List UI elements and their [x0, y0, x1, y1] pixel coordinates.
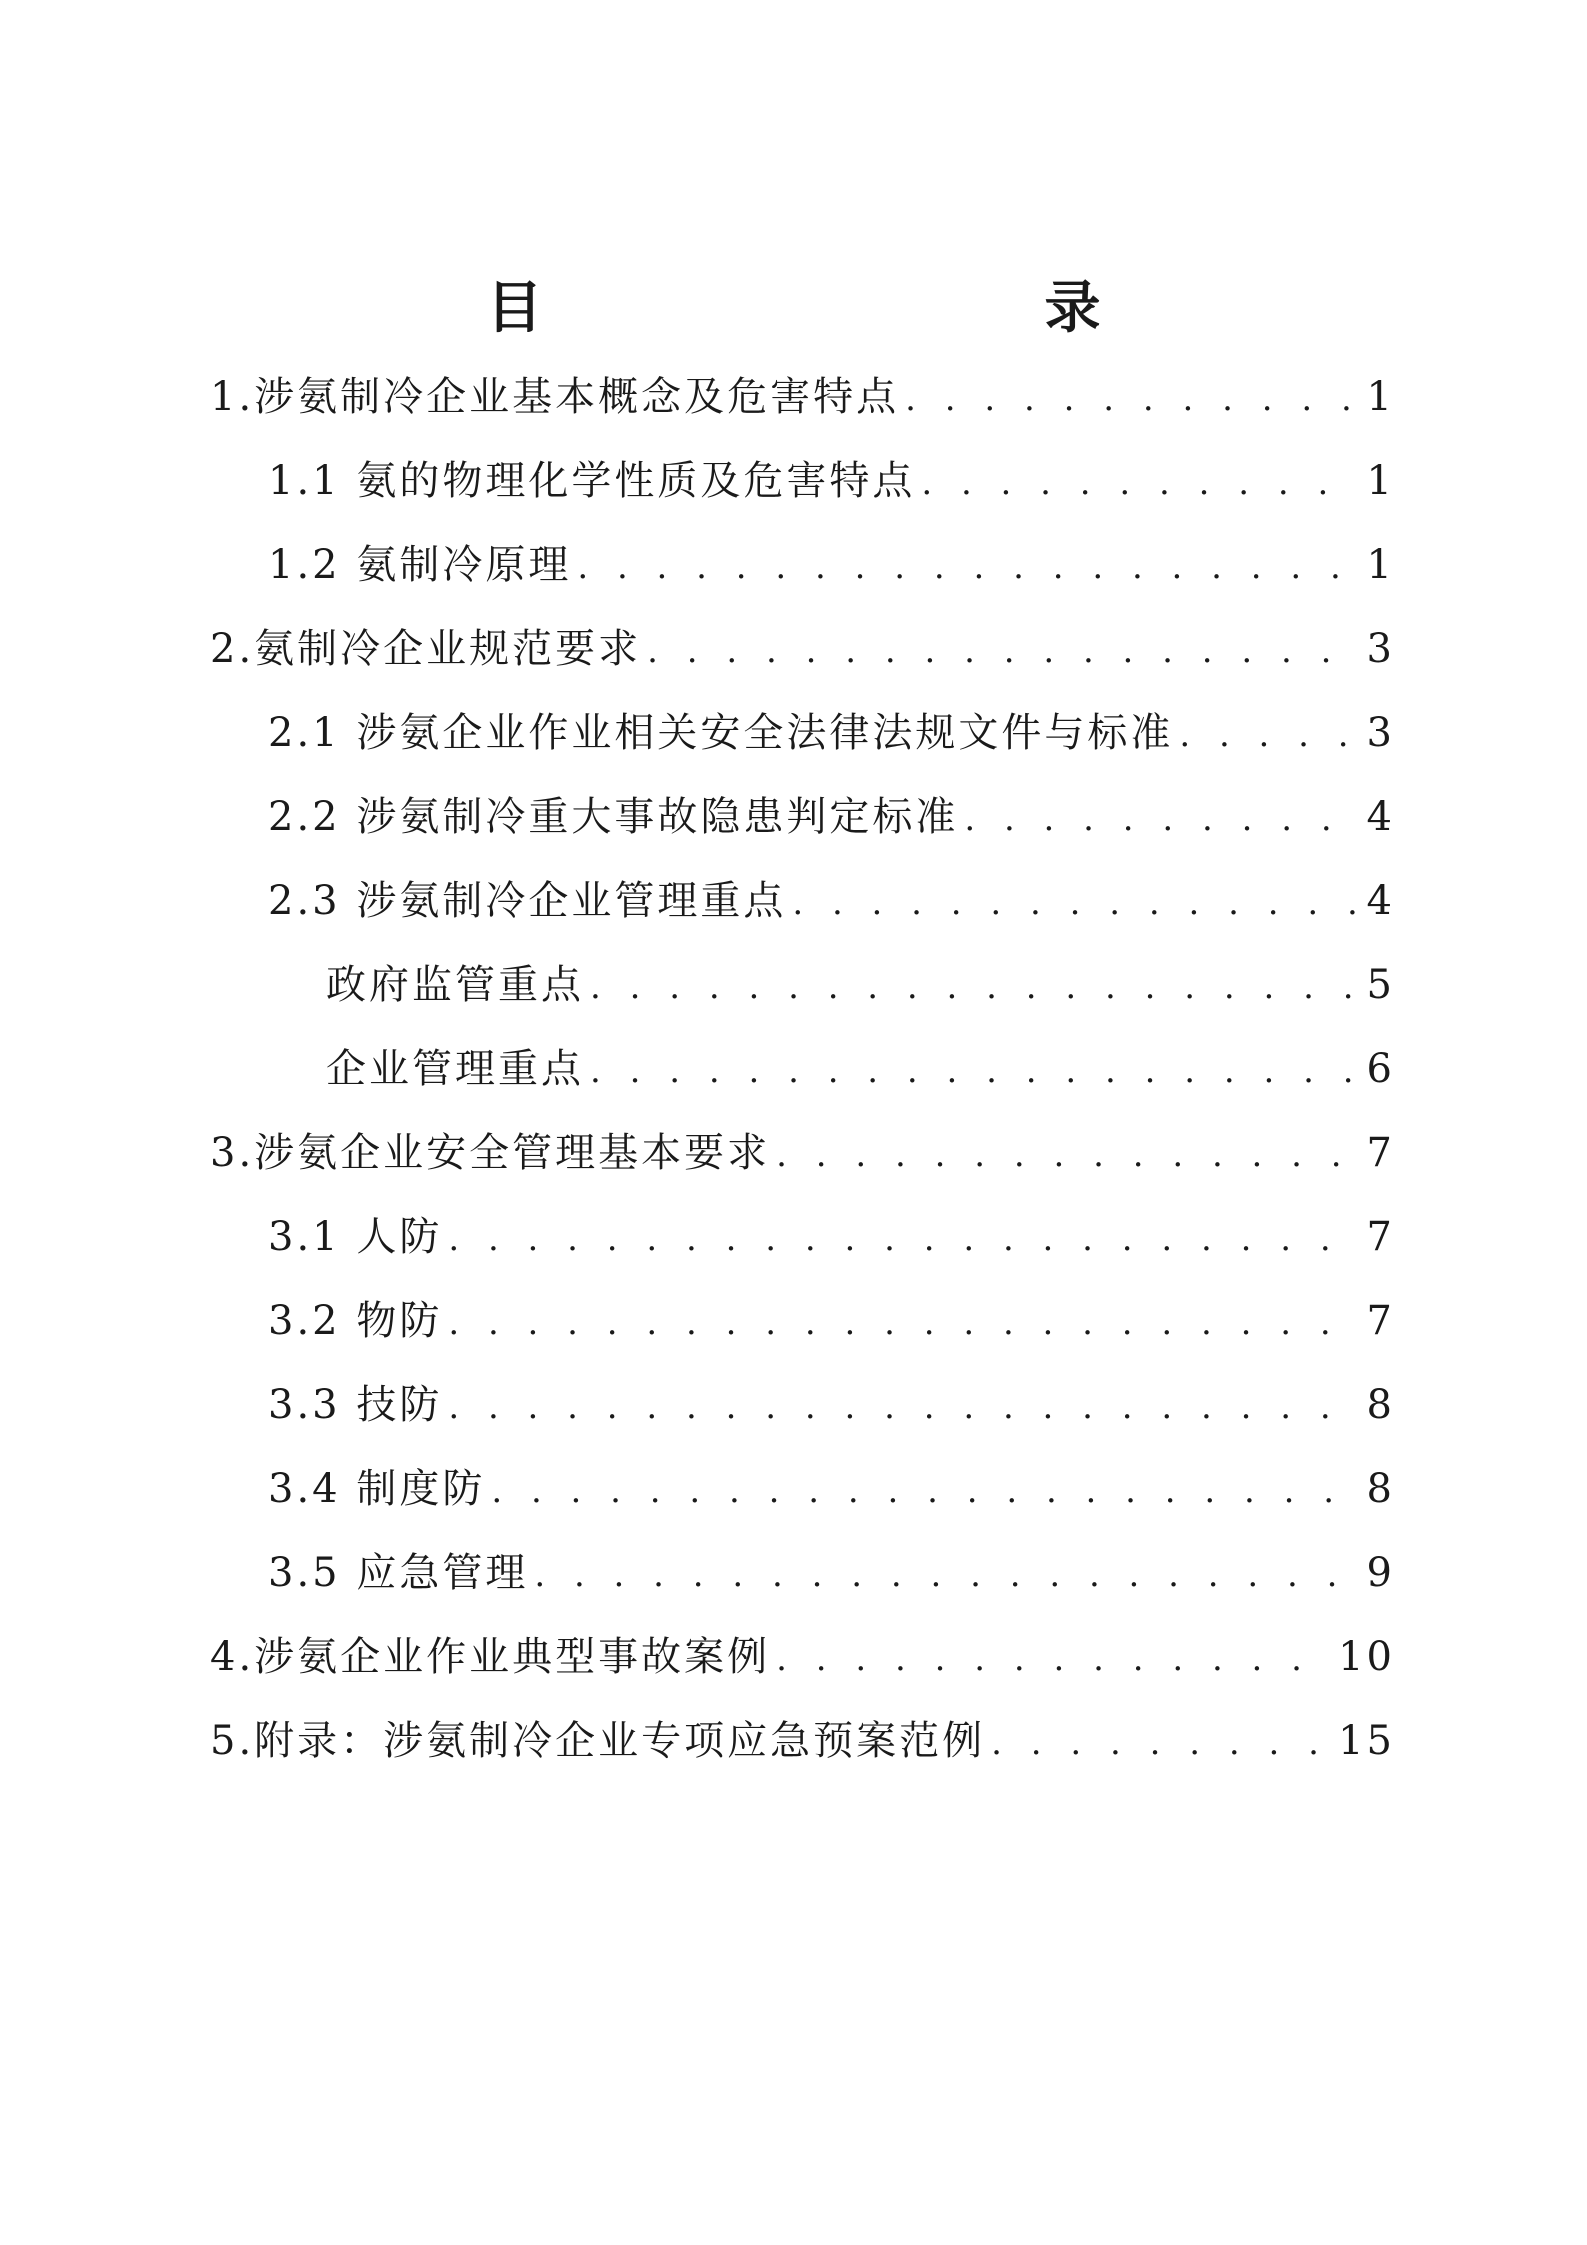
toc-entry-label: 2.1 涉氨企业作业相关安全法律法规文件与标准	[268, 710, 1174, 756]
toc-dot-leader	[448, 1197, 1357, 1281]
toc-entry-label: 4.涉氨企业作业典型事故案例	[210, 1634, 771, 1680]
toc-dot-leader	[792, 861, 1357, 945]
toc-page-number: 1	[1366, 542, 1395, 588]
toc-dot-leader	[905, 357, 1357, 441]
toc-entry-label: 3.4 制度防	[268, 1466, 486, 1512]
toc-entry-label: 1.1 氨的物理化学性质及危害特点	[268, 458, 916, 504]
toc-entry-label: 2.氨制冷企业规范要求	[210, 626, 642, 672]
toc-dot-leader	[590, 945, 1357, 1029]
toc-entry[interactable]	[210, 523, 1395, 607]
toc-page-number: 7	[1366, 1130, 1395, 1176]
toc-dot-leader	[647, 609, 1357, 693]
toc-page-number: 8	[1366, 1382, 1395, 1428]
toc-entry[interactable]	[210, 943, 1395, 1027]
toc-entry[interactable]	[210, 1027, 1395, 1111]
toc-page-number: 4	[1366, 878, 1395, 924]
toc-page-number: 7	[1366, 1298, 1395, 1344]
toc-page-number: 4	[1366, 794, 1395, 840]
toc-entry[interactable]	[210, 1363, 1395, 1447]
toc-dot-leader	[491, 1449, 1357, 1533]
toc-entry-label: 3.3 技防	[268, 1382, 443, 1428]
toc-dot-leader	[448, 1281, 1357, 1365]
toc-dot-leader	[991, 1701, 1330, 1785]
toc-entry[interactable]	[210, 775, 1395, 859]
toc-entry-label: 2.2 涉氨制冷重大事故隐患判定标准	[268, 794, 959, 840]
toc-entry[interactable]	[210, 355, 1395, 439]
toc-entry-label: 3.1 人防	[268, 1214, 443, 1260]
toc-entry[interactable]	[210, 859, 1395, 943]
toc-dot-leader	[577, 525, 1357, 609]
toc-page-number: 1	[1366, 374, 1395, 420]
toc-entry[interactable]	[210, 439, 1395, 523]
toc-page-number: 3	[1366, 710, 1395, 756]
toc-entry-label: 2.3 涉氨制冷企业管理重点	[268, 878, 787, 924]
toc-page-number: 8	[1366, 1466, 1395, 1512]
toc-entry[interactable]	[210, 1699, 1395, 1783]
toc-entry-label: 3.5 应急管理	[268, 1550, 529, 1596]
toc-entry-label: 1.涉氨制冷企业基本概念及危害特点	[210, 374, 900, 420]
toc-dot-leader	[921, 441, 1357, 525]
toc-dot-leader	[776, 1617, 1330, 1701]
toc-dot-leader	[776, 1113, 1357, 1197]
toc-entry[interactable]	[210, 1531, 1395, 1615]
toc-entry-label: 3.2 物防	[268, 1298, 443, 1344]
toc-entry-label: 3.涉氨企业安全管理基本要求	[210, 1130, 771, 1176]
toc-page-number: 5	[1366, 962, 1395, 1008]
toc-page-number: 6	[1366, 1046, 1395, 1092]
toc-entry-label: 企业管理重点	[326, 1046, 584, 1092]
toc-entry-label: 1.2 氨制冷原理	[268, 542, 572, 588]
toc-entry[interactable]	[210, 1279, 1395, 1363]
toc-dot-leader	[964, 777, 1357, 861]
toc-page-number: 9	[1366, 1550, 1395, 1596]
toc-dot-leader	[590, 1029, 1357, 1113]
toc-entry[interactable]	[210, 1615, 1395, 1699]
toc-page-number: 3	[1366, 626, 1395, 672]
toc-entry[interactable]	[210, 1447, 1395, 1531]
toc-page-number: 7	[1366, 1214, 1395, 1260]
table-of-contents	[210, 355, 1395, 1783]
toc-entry-label: 5.附录：涉氨制冷企业专项应急预案范例	[210, 1718, 986, 1764]
toc-dot-leader	[1179, 693, 1357, 777]
toc-entry-label: 政府监管重点	[326, 962, 584, 1008]
toc-page-number: 15	[1338, 1718, 1395, 1764]
toc-entry[interactable]	[210, 691, 1395, 775]
toc-entry[interactable]	[210, 607, 1395, 691]
toc-page-number: 1	[1366, 458, 1395, 504]
toc-title: 目 录	[486, 275, 1231, 341]
toc-entry[interactable]	[210, 1111, 1395, 1195]
toc-page-number: 10	[1338, 1634, 1395, 1680]
toc-entry[interactable]	[210, 1195, 1395, 1279]
toc-dot-leader	[448, 1365, 1357, 1449]
toc-dot-leader	[534, 1533, 1357, 1617]
